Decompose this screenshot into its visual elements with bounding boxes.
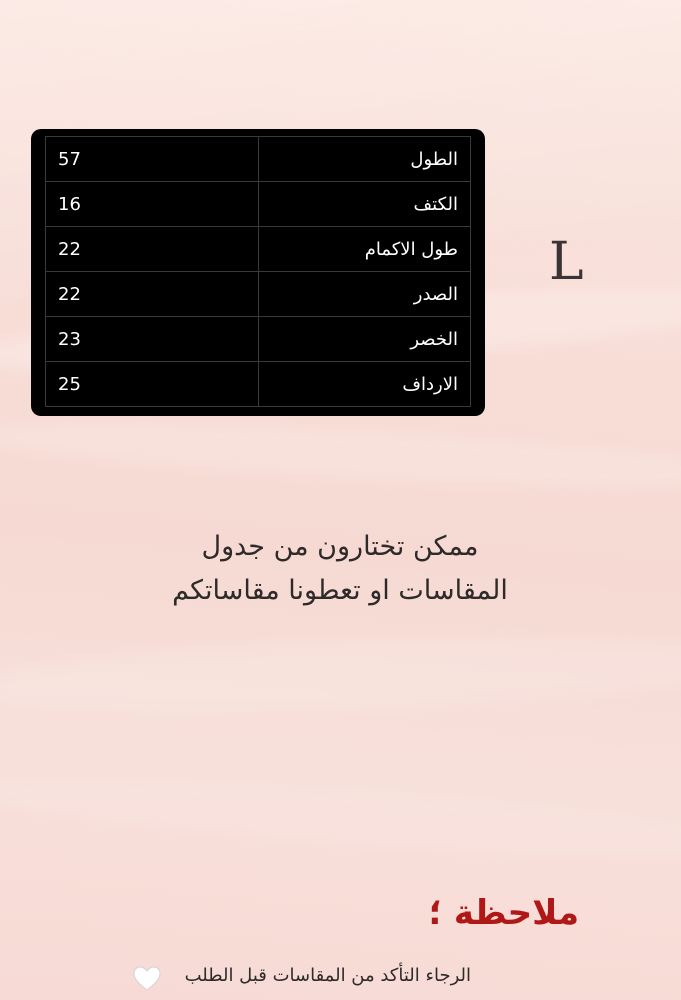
background-wave: [0, 626, 681, 724]
background-wave: [0, 409, 681, 501]
background-wave: [0, 762, 681, 873]
table-row: [46, 272, 471, 317]
white-heart-icon: [133, 966, 161, 992]
measurement-label: طول الاكمام: [258, 227, 471, 272]
table-row: [46, 137, 471, 182]
table-row: [46, 317, 471, 362]
measurement-label: الكتف: [258, 182, 471, 227]
size-message-line1: ممكن تختارون من جدول: [201, 531, 479, 562]
measurement-label: الصدر: [258, 272, 471, 317]
size-letter: L: [549, 232, 584, 292]
measurement-label: الارداف: [258, 362, 471, 407]
note-body: الرجاء التأكد من المقاسات قبل الطلب: [184, 965, 471, 986]
table-row: [46, 182, 471, 227]
measurement-value: 22: [46, 227, 259, 272]
measurement-value: 22: [46, 272, 259, 317]
measurement-label: الخصر: [258, 317, 471, 362]
note-title: ملاحظة ؛: [428, 893, 579, 933]
measurement-value: 16: [46, 182, 259, 227]
table-row: [46, 227, 471, 272]
size-table: [31, 129, 485, 416]
measurement-label: الطول: [258, 137, 471, 182]
measurement-value: 25: [46, 362, 259, 407]
size-message: [120, 525, 560, 613]
measurement-value: 57: [46, 137, 259, 182]
size-message-line2: المقاسات او تعطونا مقاساتكم: [172, 575, 508, 606]
table-row: [46, 362, 471, 407]
measurement-value: 23: [46, 317, 259, 362]
